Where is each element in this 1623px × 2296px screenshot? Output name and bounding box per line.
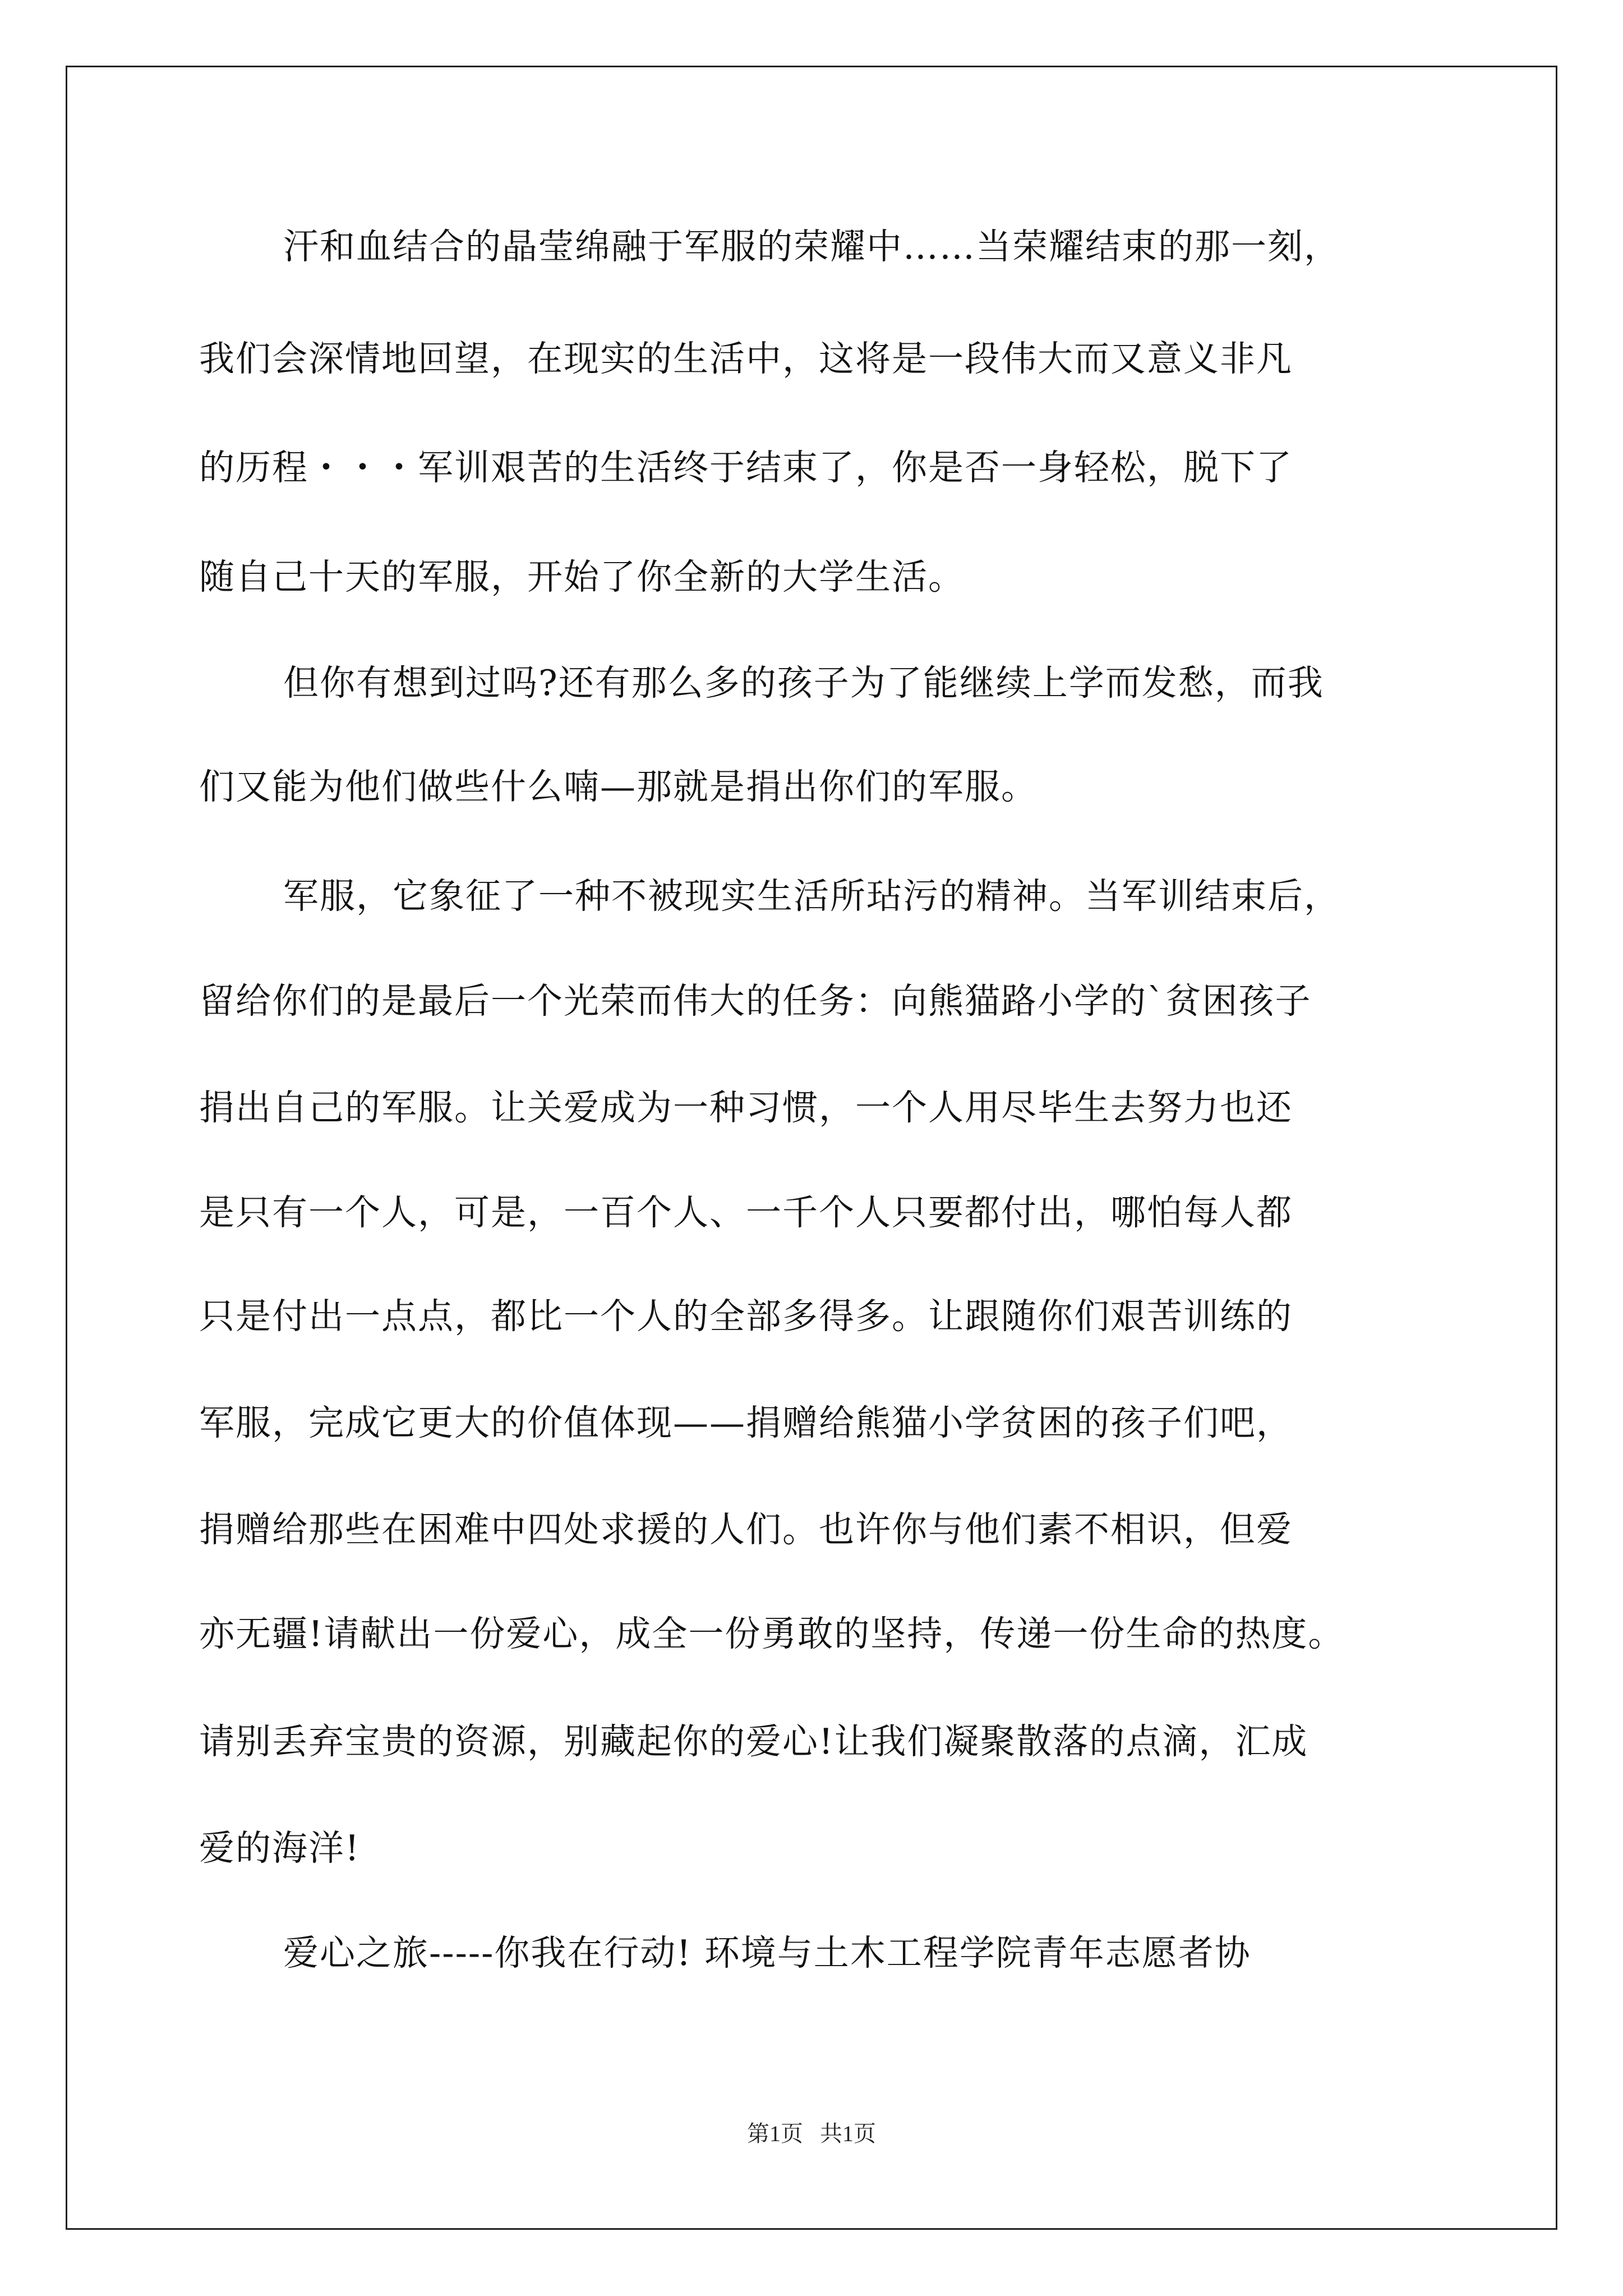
- page-total: 共1页: [820, 2121, 876, 2146]
- paragraph-3-line-7: 捐赠给那些在困难中四处求援的人们。也许你与他们素不相识，但爱: [199, 1509, 1293, 1550]
- page-number: 第1页: [747, 2121, 803, 2146]
- paragraph-3-line-9: 请别丢弃宝贵的资源，别藏起你的爱心!让我们凝聚散落的点滴，汇成: [199, 1721, 1308, 1762]
- paragraph-1-line-3: 的历程・・・军训艰苦的生活终于结束了，你是否一身轻松，脱下了: [199, 447, 1293, 488]
- paragraph-1-line-2: 我们会深情地回望，在现实的生活中，这将是一段伟大而又意义非凡: [199, 338, 1293, 379]
- paragraph-1-line-1: 汗和血结合的晶莹绵融于军服的荣耀中……当荣耀结束的那一刻，: [283, 226, 1340, 267]
- paragraph-3-line-4: 是只有一个人，可是，一百个人、一千个人只要都付出，哪怕每人都: [199, 1192, 1293, 1233]
- paragraph-3-line-3: 捐出自己的军服。让关爱成为一种习惯，一个人用尽毕生去努力也还: [199, 1087, 1293, 1128]
- paragraph-3-line-6: 军服，完成它更大的价值体现——捐赠给熊猫小学贫困的孩子们吧，: [199, 1402, 1293, 1443]
- paragraph-2-line-1: 但你有想到过吗?还有那么多的孩子为了能继续上学而发愁，而我: [283, 662, 1324, 703]
- paragraph-4-line-1: 爱心之旅-----你我在行动! 环境与土木工程学院青年志愿者协: [283, 1932, 1251, 1973]
- paragraph-3-line-5: 只是付出一点点，都比一个人的全部多得多。让跟随你们艰苦训练的: [199, 1296, 1293, 1337]
- page-border: [66, 66, 1557, 2230]
- paragraph-3-line-10: 爱的海洋!: [199, 1828, 361, 1869]
- paragraph-3-line-1: 军服，它象征了一种不被现实生活所玷污的精神。当军训结束后，: [283, 876, 1340, 917]
- paragraph-2-line-2: 们又能为他们做些什么喃—那就是捐出你们的军服。: [199, 766, 1038, 807]
- paragraph-1-line-4: 随自己十天的军服，开始了你全新的大学生活。: [199, 556, 965, 597]
- paragraph-3-line-8: 亦无疆!请献出一份爱心，成全一份勇敢的坚持，传递一份生命的热度。: [199, 1613, 1345, 1654]
- paragraph-3-line-2: 留给你们的是最后一个光荣而伟大的任务：向熊猫路小学的`贫困孩子: [199, 981, 1312, 1022]
- page-footer: [0, 2117, 1623, 2151]
